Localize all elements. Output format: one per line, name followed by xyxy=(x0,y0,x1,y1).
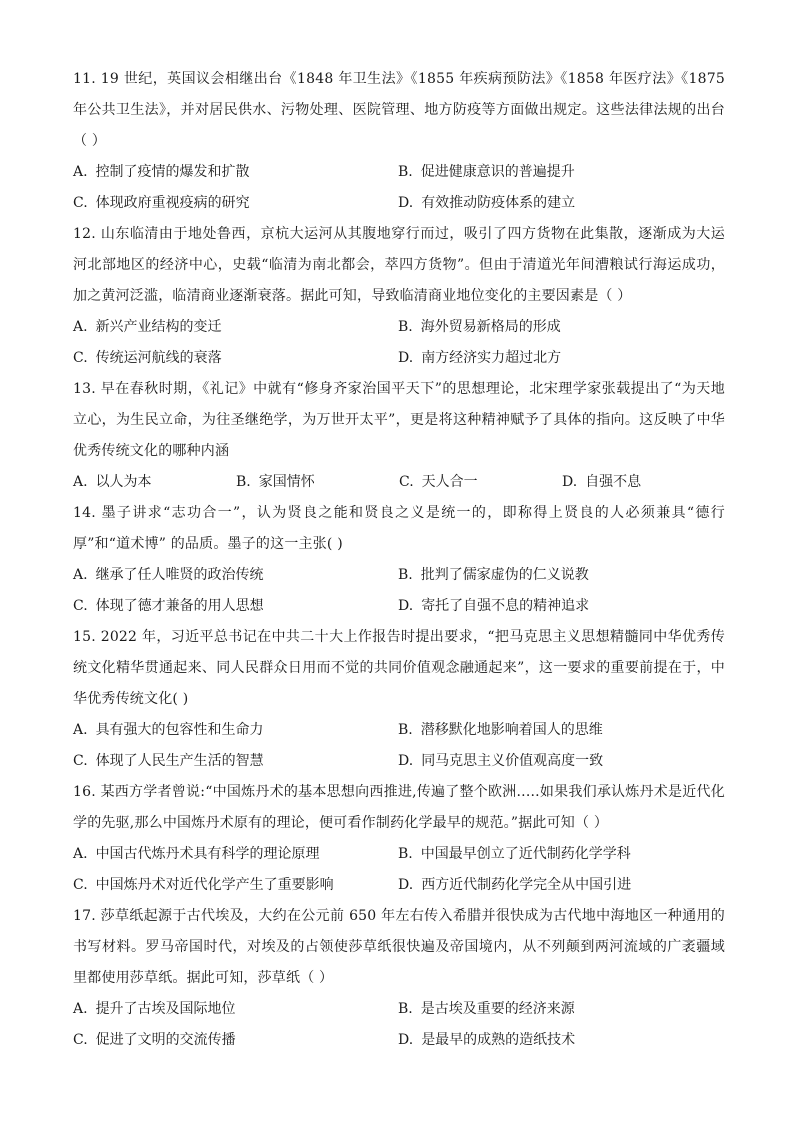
option-d[interactable] xyxy=(398,591,723,622)
option-text: 有效推动防疫体系的建立 xyxy=(421,195,576,211)
options xyxy=(73,715,725,777)
question-stem: 13. 早在春秋时期，《礼记》中就有“修身齐家治国平天下”的思想理论，北宋理学家张载提出了“为天地立心，为生民立命，为往圣继绝学，为万世开太平”，更是将这种精神赋予了具体的指向。这反映了中华优秀传统文化的哪种内涵 xyxy=(73,381,725,459)
option-label: B. xyxy=(398,846,413,862)
option-a[interactable] xyxy=(73,715,398,746)
option-d[interactable] xyxy=(398,343,723,374)
option-text: 中国最早创立了近代制药化学学科 xyxy=(420,846,631,862)
option-text: 控制了疫情的爆发和扩散 xyxy=(95,164,250,180)
option-label: D. xyxy=(398,877,414,893)
option-text: 具有强大的包容性和生命力 xyxy=(95,722,264,738)
option-b[interactable] xyxy=(398,157,723,188)
option-label: C. xyxy=(399,474,414,490)
option-text: 西方近代制药化学完全从中国引进 xyxy=(421,877,632,893)
option-label: B. xyxy=(398,722,413,738)
question-17 xyxy=(73,901,725,1056)
option-label: C. xyxy=(73,598,88,614)
question-stem: 12. 山东临清由于地处鲁西，京杭大运河从其腹地穿行而过，吸引了四方货物在此集散，逐渐成为大运河北部地区的经济中心，史载“临清为南北都会，萃四方货物”。但由于清道光年间漕粮试行海运成功，加之黄河泛滥，临清商业逐渐衰落。据此可知，导致临清商业地位变化的主要因素是（ ） xyxy=(73,226,725,304)
question-stem: 11. 19 世纪，英国议会相继出台《1848 年卫生法》《1855 年疾病预防法》《1858 年医疗法》《1875 年公共卫生法》，并对居民供水、污物处理、医院管理、地方防疫等方面做出规定。这些法律法规的出台（ ） xyxy=(73,71,725,149)
option-label: A. xyxy=(73,722,88,738)
question-13 xyxy=(73,374,725,498)
question-stem: 14. 墨子讲求“志功合一”，认为贤良之能和贤良之义是统一的，即称得上贤良的人必须兼具“德行厚”和“道术博” 的品质。墨子的这一主张( ) xyxy=(73,505,725,552)
option-label: C. xyxy=(73,753,88,769)
option-label: D. xyxy=(562,474,578,490)
option-label: B. xyxy=(236,474,251,490)
question-stem: 15. 2022 年，习近平总书记在中共二十大上作报告时提出要求，“把马克思主义思想精髓同中华优秀传统文化精华贯通起来、同人民群众日用而不觉的共同价值观念融通起来”，这一要求的重要前提在于，中华优秀传统文化( ) xyxy=(73,629,725,707)
option-text: 促进健康意识的普遍提升 xyxy=(420,164,575,180)
option-a[interactable] xyxy=(73,467,236,498)
question-16 xyxy=(73,777,725,901)
option-label: A. xyxy=(73,567,88,583)
option-label: A. xyxy=(73,474,88,490)
options xyxy=(73,839,725,901)
option-a[interactable] xyxy=(73,560,398,591)
options xyxy=(73,467,725,498)
option-label: B. xyxy=(398,1001,413,1017)
option-text: 体现了人民生产生活的智慧 xyxy=(95,753,264,769)
option-text: 体现了德才兼备的用人思想 xyxy=(95,598,264,614)
option-d[interactable] xyxy=(398,870,723,901)
option-b[interactable] xyxy=(398,994,723,1025)
question-stem: 16. 某西方学者曾说:“中国炼丹术的基本思想向西推进,传遍了整个欧洲.....如果我们承认炼丹术是近代化学的先驱,那么中国炼丹术原有的理论，便可看作制药化学最早的规范。”据此可知（ ） xyxy=(73,784,725,831)
option-label: D. xyxy=(398,1032,414,1048)
options xyxy=(73,157,725,219)
option-text: 中国炼丹术对近代化学产生了重要影响 xyxy=(95,877,334,893)
option-label: C. xyxy=(73,195,88,211)
option-c[interactable] xyxy=(73,188,398,219)
option-a[interactable] xyxy=(73,994,398,1025)
option-label: B. xyxy=(398,164,413,180)
option-d[interactable] xyxy=(398,1025,723,1056)
option-text: 继承了任人唯贤的政治传统 xyxy=(95,567,264,583)
option-text: 家国情怀 xyxy=(258,474,315,490)
option-label: D. xyxy=(398,598,414,614)
option-label: D. xyxy=(398,753,414,769)
option-b[interactable] xyxy=(398,715,723,746)
option-text: 新兴产业结构的变迁 xyxy=(95,319,222,335)
question-14 xyxy=(73,498,725,622)
option-text: 体现政府重视疫病的研究 xyxy=(95,195,250,211)
question-12 xyxy=(73,219,725,374)
option-b[interactable] xyxy=(398,560,723,591)
option-label: B. xyxy=(398,567,413,583)
option-text: 以人为本 xyxy=(95,474,152,490)
option-c[interactable] xyxy=(73,1025,398,1056)
question-15 xyxy=(73,622,725,777)
option-text: 传统运河航线的衰落 xyxy=(95,350,222,366)
option-text: 天人合一 xyxy=(421,474,478,490)
option-d[interactable] xyxy=(562,467,725,498)
option-text: 批判了儒家虚伪的仁义说教 xyxy=(420,567,589,583)
option-text: 自强不息 xyxy=(585,474,642,490)
option-text: 海外贸易新格局的形成 xyxy=(420,319,561,335)
option-text: 提升了古埃及国际地位 xyxy=(95,1001,236,1017)
question-page xyxy=(73,64,725,1056)
option-b[interactable] xyxy=(398,839,723,870)
question-11 xyxy=(73,64,725,219)
option-d[interactable] xyxy=(398,746,723,777)
option-label: C. xyxy=(73,877,88,893)
option-label: C. xyxy=(73,350,88,366)
option-c[interactable] xyxy=(73,343,398,374)
option-text: 潜移默化地影响着国人的思维 xyxy=(420,722,603,738)
option-label: A. xyxy=(73,319,88,335)
option-text: 中国古代炼丹术具有科学的理论原理 xyxy=(95,846,320,862)
option-c[interactable] xyxy=(73,746,398,777)
options xyxy=(73,312,725,374)
option-text: 是古埃及重要的经济来源 xyxy=(420,1001,575,1017)
options xyxy=(73,560,725,622)
option-text: 南方经济实力超过北方 xyxy=(421,350,562,366)
option-c[interactable] xyxy=(399,467,562,498)
option-c[interactable] xyxy=(73,591,398,622)
option-a[interactable] xyxy=(73,839,398,870)
option-label: D. xyxy=(398,195,414,211)
option-label: A. xyxy=(73,1001,88,1017)
option-text: 是最早的成熟的造纸技术 xyxy=(421,1032,576,1048)
option-label: B. xyxy=(398,319,413,335)
option-text: 同马克思主义价值观高度一致 xyxy=(421,753,604,769)
option-text: 促进了文明的交流传播 xyxy=(95,1032,236,1048)
option-text: 寄托了自强不息的精神追求 xyxy=(421,598,590,614)
option-label: C. xyxy=(73,1032,88,1048)
option-label: A. xyxy=(73,846,88,862)
option-label: D. xyxy=(398,350,414,366)
option-d[interactable] xyxy=(398,188,723,219)
option-a[interactable] xyxy=(73,312,398,343)
option-b[interactable] xyxy=(398,312,723,343)
question-stem: 17. 莎草纸起源于古代埃及，大约在公元前 650 年左右传入希腊并很快成为古代地中海地区一种通用的书写材料。罗马帝国时代，对埃及的占领使莎草纸很快遍及帝国境内，从不列颠到两河流域的广袤疆域里都使用莎草纸。据此可知，莎草纸（ ） xyxy=(73,908,725,986)
option-label: A. xyxy=(73,164,88,180)
option-c[interactable] xyxy=(73,870,398,901)
option-b[interactable] xyxy=(236,467,399,498)
option-a[interactable] xyxy=(73,157,398,188)
options xyxy=(73,994,725,1056)
